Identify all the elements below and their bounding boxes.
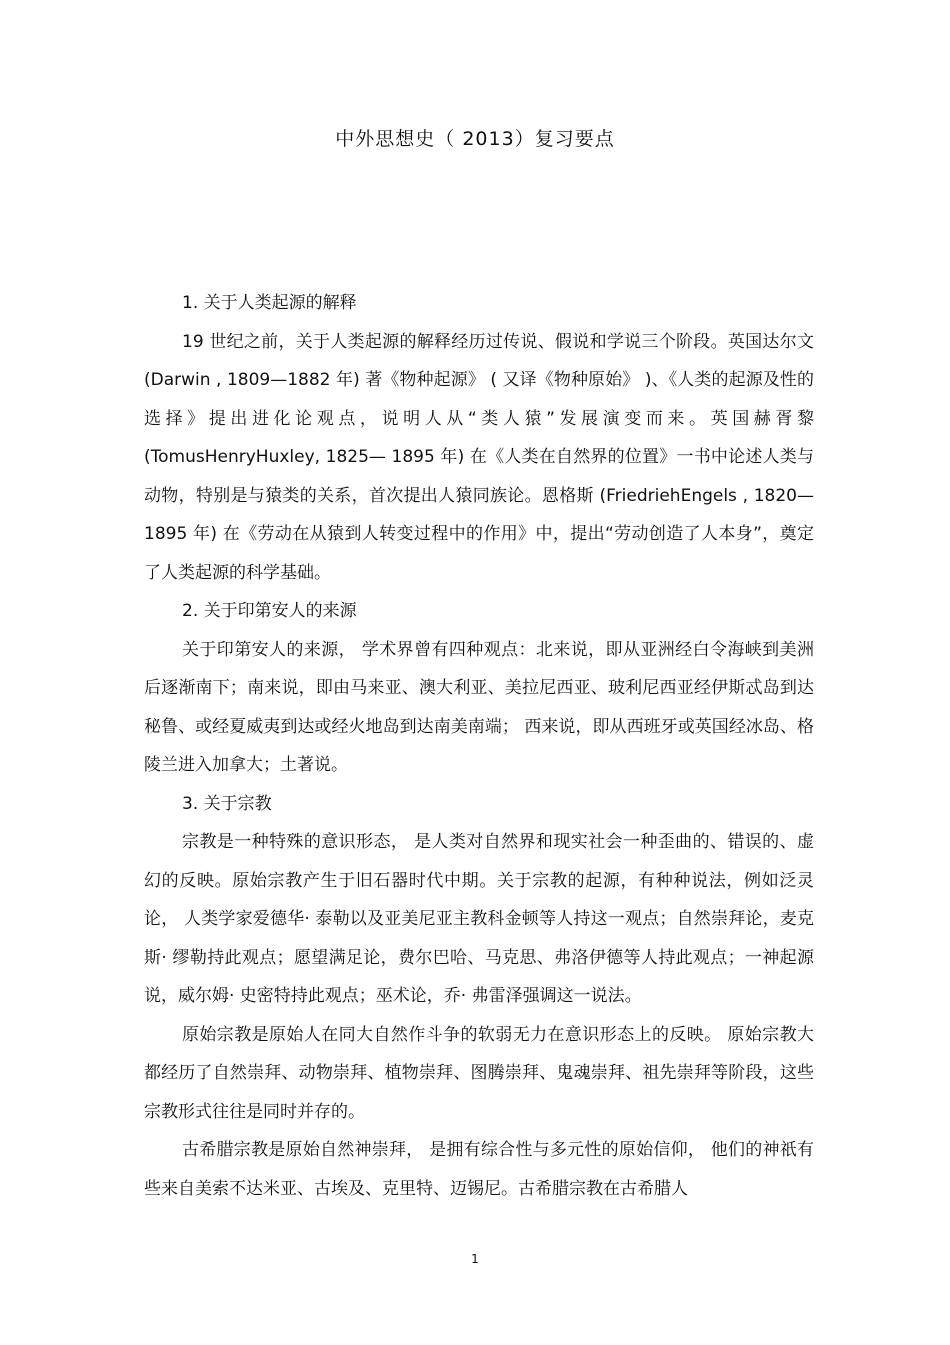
paragraph: 19 世纪之前，关于人类起源的解释经历过传说、假说和学说三个阶段。英国达尔文 (Darwin , 1809—1882 年) 著《物种起源》 ( 又译《物种原始》 )、《人类的起源及性的选择》提出进化论观点，说明人从“类人猿”发展演变而来。英国赫胥黎 (TomusHenryHuxley, 1825— 1895 年) 在《人类在自然界的位置》一书中论述人类与动物，特别是与猿类的关系，首次提出人猿同族论。恩格斯 (FriedriehEngels , 1820— 1895 年) 在《劳动在从猿到人转变过程中的作用》中，提出“劳动创造了人本身”，奠定了人类起源的科学基础。 — [144, 331, 814, 583]
document-body — [144, 284, 814, 1208]
paragraph: 古希腊宗教是原始自然神崇拜， 是拥有综合性与多元性的原始信仰， 他们的神祇有些来自美索不达米亚、古埃及、克里特、迈锡尼。古希腊宗教在古希腊人 — [144, 1140, 814, 1199]
paragraph: 宗教是一种特殊的意识形态， 是人类对自然界和现实社会一种歪曲的、错误的、虚幻的反映。原始宗教产生于旧石器时代中期。关于宗教的起源，有种种说法，例如泛灵论， 人类学家爱德华· 泰勒以及亚美尼亚主教科金顿等人持这一观点；自然崇拜论，麦克斯· 缪勒持此观点；愿望满足论，费尔巴哈、马克思、弗洛伊德等人持此观点；一神起源说，威尔姆· 史密特持此观点；巫术论，乔· 弗雷泽强调这一说法。 — [144, 832, 814, 1006]
page-title: 中外思想史（ 2013）复习要点 — [335, 128, 615, 150]
paragraph: 原始宗教是原始人在同大自然作斗争的软弱无力在意识形态上的反映。 原始宗教大都经历了自然崇拜、动物崇拜、植物崇拜、图腾崇拜、鬼魂崇拜、祖先崇拜等阶段，这些宗教形式往往是同时并存的。 — [144, 1024, 814, 1122]
section-heading: 1. 关于人类起源的解释 — [182, 293, 357, 313]
section-heading: 3. 关于宗教 — [182, 793, 272, 814]
page-number: 1 — [471, 1252, 479, 1266]
paragraph: 关于印第安人的来源， 学术界曾有四种观点：北来说，即从亚洲经白令海峡到美洲后逐渐南下；南来说，即由马来亚、澳大利亚、美拉尼西亚、玻利尼西亚经伊斯忒岛到达秘鲁、或经夏威夷到达或经火地岛到达南美南端； 西来说，即从西班牙或英国经冰岛、格陵兰进入加拿大；土著说。 — [144, 639, 814, 775]
section-heading: 2. 关于印第安人的来源 — [182, 601, 357, 621]
